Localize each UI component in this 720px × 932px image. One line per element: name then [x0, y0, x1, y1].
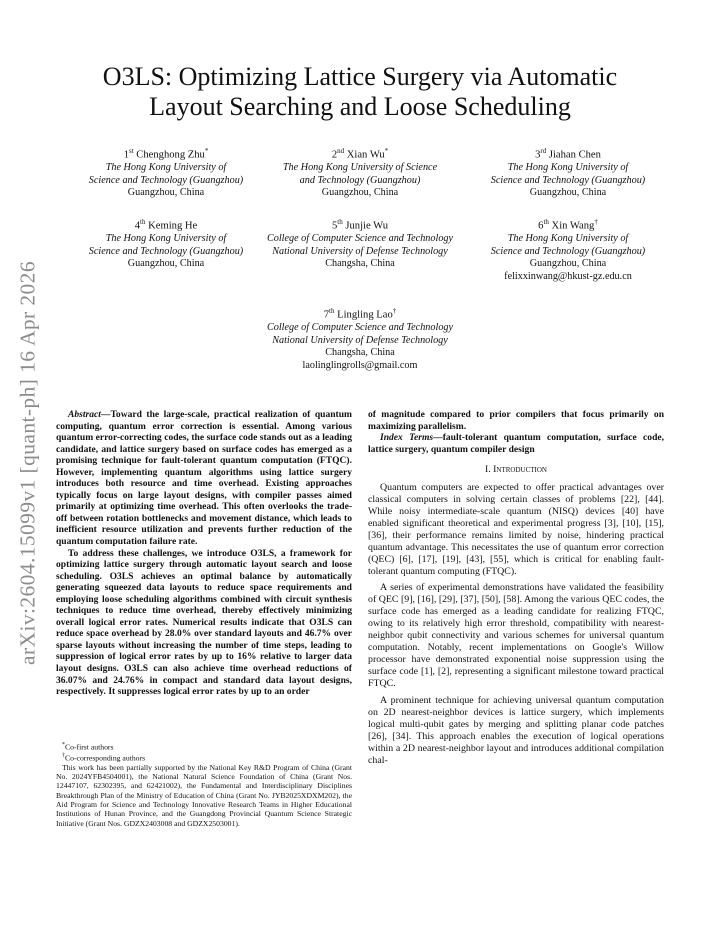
- author-name: Jiahan Chen: [548, 149, 601, 161]
- index-terms: Index Terms—fault-tolerant quantum computation, surface code, lattice surgery, quantum compiler design: [368, 432, 665, 455]
- location: Changsha, China: [325, 347, 395, 359]
- author-name: Chenghong Zhu: [136, 149, 205, 161]
- abstract-continuation: of magnitude compared to prior compilers that focus primarily on maximizing parallelism.: [368, 409, 664, 432]
- abstract-paragraph-2: To address these challenges, we introduce O3LS, a framework for optimizing lattice surgery through automatic layout search and loose scheduling. O3LS achieves an optimal balance by automatically generating squeezed data layouts to reduce space requirements and employing loose scheduling algorithms combined with circuit synthesis techniques to reduce time overhead, thereby effectively minimizing overall logical error rates. Numerical results indicate that O3LS can reduce space overhead by 28.0% over standard layouts and 46.7% over sparse layouts without increasing the number of time steps, leading to suppression of logical error rates by up to 16% relative to larger data layout designs. O3LS can also achieve time overhead reductions of 36.07% and 24.76% in compact and standard data layout designs, respectively. It suppresses logical error rates by up to an order: [56, 547, 352, 698]
- intro-paragraph-1: Quantum computers are expected to offer practical advantages over classical computers in solving certain classes of problems [22], [44]. While noisy intermediate-scale quantum (NISQ) devices [40] have enabled significant theoretical and experimental progress [3], [10], [15], [36], their performance remains limited by noise, hindering practical quantum advantage. This necessitates the use of quantum error correction (QEC) [6], [17], [19], [43], [55], which is critical for enabling fault-tolerant quantum computing (FTQC).: [368, 481, 664, 578]
- author-name: Xin Wang: [551, 220, 595, 232]
- affiliation: Science and Technology (Guangzhou): [88, 174, 244, 186]
- paper-title: [60, 62, 660, 122]
- right-column: [368, 409, 664, 767]
- affiliation: The Hong Kong University of: [507, 162, 629, 174]
- abstract-paragraph-1: Abstract—Toward the large-scale, practical realization of quantum computing, quantum error correction is essential. Among various quantum error-correcting codes, the surface code stands out as a leading candidate, and lattice surgery based on surface codes has emerged as a promising technique for fault-tolerant quantum computation (FTQC). However, implementing quantum algorithms using lattice surgery introduces both resource and time overhead. Existing approaches typically focus on large layout designs, with compiler passes aimed primarily at optimizing time overhead. This often overlooks the trade-off between rotation bottlenecks and movement distance, which leads to inefficient resource utilization and prevents further reduction of the quantum computation failure rate.: [56, 409, 352, 548]
- location: Changsha, China: [325, 258, 395, 270]
- title-line-1: O3LS: Optimizing Lattice Surgery via Automatic: [102, 62, 618, 91]
- email: laolinglingrolls@gmail.com: [302, 359, 418, 371]
- location: Guangzhou, China: [529, 258, 607, 270]
- footnote-cocorresponding: †Co-corresponding authors: [62, 752, 146, 763]
- author-block-7: 7th Lingling Lao† College of Computer Science and Technology National University of Defense Technology Changsha, China laolinglingrolls@gmail.com: [245, 305, 475, 373]
- affiliation: National University of Defense Technology: [272, 334, 448, 346]
- author-block-4: 4th Keming He The Hong Kong University of Science and Technology (Guangzhou) Guangzhou, China: [66, 216, 266, 271]
- affiliation: College of Computer Science and Technology: [266, 322, 454, 334]
- author-name: Xian Wu: [346, 149, 385, 161]
- section-heading: I. Introduction: [485, 464, 547, 476]
- affiliation: The Hong Kong University of: [105, 162, 227, 174]
- abstract: [56, 409, 352, 698]
- location: Guangzhou, China: [127, 258, 205, 270]
- introduction-body: [368, 482, 664, 767]
- footnote-funding: This work has been partially supported by the National Key R&D Program of China (Grant No. 2024YFB4504001), the National Natural Science Foundation of China (Grant Nos. 12447107, 62302395, and 62421002), the Fundamental and Interdisciplinary Disciplines Breakthrough Plan of the Ministry of Education of China (Grant No. JYB2025XDXM202), the Aid Program for Science and Technology Innovative Research Teams in Higher Educational Institutions of Hunan Province, and the Guangdong Provincial Quantum Science Strategic Initiative (Grant Nos. GDZX2403008 and GDZX2503001).: [56, 762, 352, 828]
- arxiv-identifier: arXiv:2604.15099v1 [quant-ph] 16 Apr 2026: [15, 261, 40, 665]
- affiliation: and Technology (Guangzhou): [299, 174, 421, 186]
- affiliation: National University of Defense Technology: [272, 245, 448, 257]
- affiliation: College of Computer Science and Technology: [266, 233, 454, 245]
- author-name: Junjie Wu: [345, 220, 389, 232]
- arxiv-side-stamp: [14, 248, 42, 678]
- location: Guangzhou, China: [127, 187, 205, 199]
- email: felixxinwang@hkust-gz.edu.cn: [504, 270, 632, 282]
- affiliation: The Hong Kong University of: [105, 233, 227, 245]
- left-column: [56, 409, 352, 698]
- author-name: Lingling Lao: [337, 309, 393, 321]
- affiliation: Science and Technology (Guangzhou): [88, 245, 244, 257]
- author-block-3: 3rd Jiahan Chen The Hong Kong University of Science and Technology (Guangzhou) Guangzhou, China: [468, 145, 668, 200]
- author-block-6: 6th Xin Wang† The Hong Kong University of Science and Technology (Guangzhou) Guangzhou, China felixxinwang@hkust-gz.edu.cn: [468, 216, 668, 284]
- footnotes: [56, 741, 352, 828]
- location: Guangzhou, China: [321, 187, 399, 199]
- author-block-5: 5th Junjie Wu College of Computer Science and Technology National University of Defense Technology Changsha, China: [245, 216, 475, 271]
- affiliation: The Hong Kong University of Science: [282, 162, 438, 174]
- location: Guangzhou, China: [529, 187, 607, 199]
- affiliation: Science and Technology (Guangzhou): [490, 245, 646, 257]
- index-terms-label: Index Terms: [380, 432, 434, 444]
- footnote-cofirst: *Co-first authors: [62, 742, 114, 752]
- author-block-2: 2nd Xian Wu* The Hong Kong University of Science and Technology (Guangzhou) Guangzhou, China: [260, 145, 460, 200]
- author-name: Keming He: [148, 220, 198, 232]
- abstract-label: Abstract: [68, 409, 101, 420]
- intro-paragraph-3: A prominent technique for achieving universal quantum computation on 2D nearest-neighbor devices is lattice surgery, which implements logical multi-qubit gates by merging and splitting planar code patches [26], [34]. This approach enables the execution of logical operations within a 2D nearest-neighbor layout and introduces additional compilation chal-: [368, 694, 664, 766]
- affiliation: The Hong Kong University of: [507, 233, 629, 245]
- affiliation: Science and Technology (Guangzhou): [490, 174, 646, 186]
- author-block-1: 1st Chenghong Zhu* The Hong Kong University of Science and Technology (Guangzhou) Guangzhou, China: [66, 145, 266, 200]
- title-line-2: Layout Searching and Loose Scheduling: [149, 92, 571, 121]
- intro-paragraph-2: A series of experimental demonstrations have validated the feasibility of QEC [9], [16], [29], [37], [50], [58]. Among the various QEC codes, the surface code has emerged as a leading candidate for realizing FTQC, owing to its relatively high error threshold, compatibility with nearest-neighbor qubit connectivity and various schemes for universal quantum computation. Notably, recent implementations on Google's Willow processor have demonstrated exponential noise suppression using the surface code [1], [2], representing a significant milestone toward practical FTQC.: [368, 582, 664, 690]
